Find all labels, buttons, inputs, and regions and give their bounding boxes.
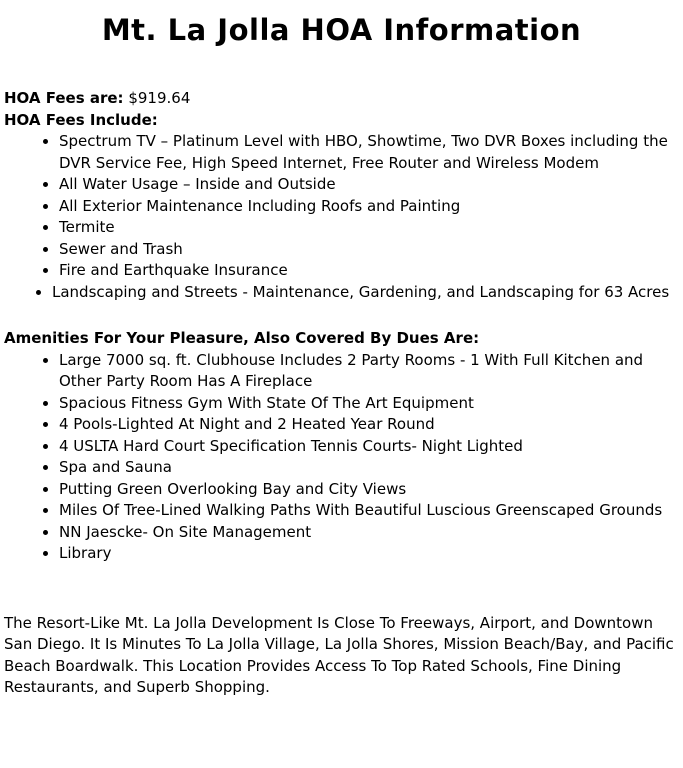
amenities-heading: Amenities For Your Pleasure, Also Covered By Dues Are: bbox=[4, 329, 480, 347]
hoa-fees-label: HOA Fees are: bbox=[4, 89, 124, 107]
list-item: • Landscaping and Streets - Maintenance, Gardening, and Landscaping for 63 Acres bbox=[52, 282, 679, 304]
list-item: • Sewer and Trash bbox=[59, 239, 679, 261]
list-item: • Miles Of Tree-Lined Walking Paths With Beautiful Luscious Greenscaped Grounds bbox=[59, 500, 679, 522]
hoa-fees-include-heading: HOA Fees Include: bbox=[4, 110, 158, 129]
list-item: • All Exterior Maintenance Including Roofs and Painting bbox=[59, 196, 679, 218]
list-item: • 4 USLTA Hard Court Specification Tennis Courts- Night Lighted bbox=[59, 436, 679, 458]
list-item: • Fire and Earthquake Insurance bbox=[59, 260, 679, 282]
list-item: • Putting Green Overlooking Bay and City Views bbox=[59, 479, 679, 501]
list-item: • Termite bbox=[59, 217, 679, 239]
list-item: • Spectrum TV – Platinum Level with HBO, Showtime, Two DVR Boxes including the DVR Service Fee, High Speed Internet, Free Router and Wireless Modem bbox=[59, 131, 679, 174]
list-item: • All Water Usage – Inside and Outside bbox=[59, 174, 679, 196]
list-item: • Large 7000 sq. ft. Clubhouse Includes 2 Party Rooms - 1 With Full Kitchen and Other Party Room Has A Fireplace bbox=[59, 350, 679, 393]
list-item: • 4 Pools-Lighted At Night and 2 Heated Year Round bbox=[59, 414, 679, 436]
hoa-fees-line bbox=[4, 88, 679, 110]
list-item: • NN Jaescke- On Site Management bbox=[59, 522, 679, 544]
amenities-list bbox=[4, 350, 679, 565]
hoa-fees-list bbox=[4, 131, 679, 303]
list-item: • Spa and Sauna bbox=[59, 457, 679, 479]
closing-paragraph: The Resort-Like Mt. La Jolla Development Is Close To Freeways, Airport, and Downtown San Diego. It Is Minutes To La Jolla Village, La Jolla Shores, Mission Beach/Bay, and Pacific Beach Boardwalk. This Location Provides Access To Top Rated Schools, Fine Dining Restaurants, and Superb Shopping. bbox=[4, 613, 674, 696]
list-item: • Library bbox=[59, 543, 679, 565]
page-title: Mt. La Jolla HOA Information bbox=[101, 13, 582, 47]
list-item: • Spacious Fitness Gym With State Of The Art Equipment bbox=[59, 393, 679, 415]
hoa-fees-amount: $919.64 bbox=[128, 89, 191, 107]
